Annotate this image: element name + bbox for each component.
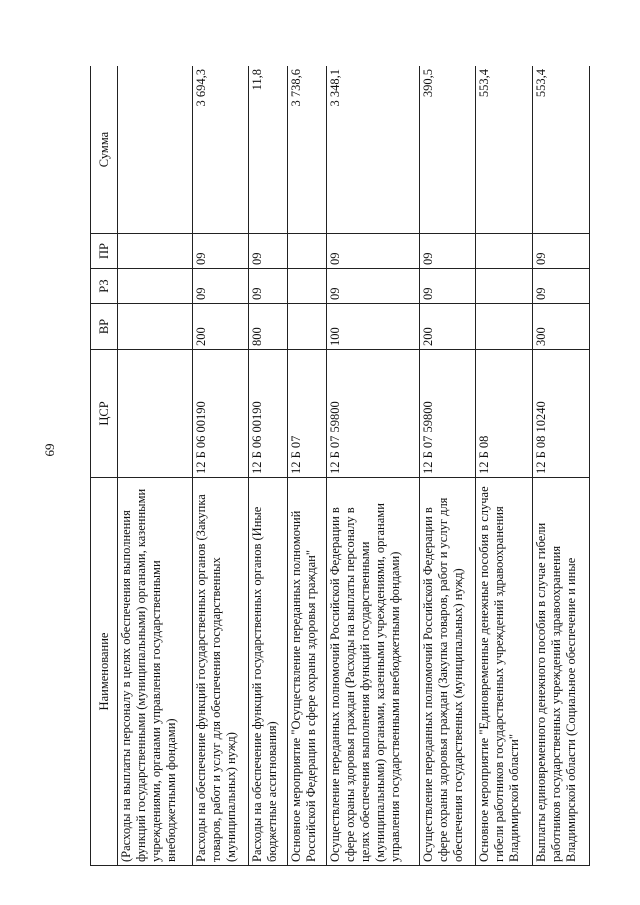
header-csr: ЦСР: [91, 350, 118, 478]
cell-csr: 12 Б 07: [288, 350, 327, 478]
cell-sum: [118, 66, 193, 234]
cell-pr: 09: [192, 234, 249, 269]
budget-table: [90, 66, 590, 866]
table-row: [476, 66, 533, 866]
cell-vr: [288, 304, 327, 350]
cell-name: (Расходы на выплаты персоналу в целях обеспечения выполнения функций государственными (муниципальными) органами, казенными учреждениями, органами управления государственными внебюджетными фондами): [118, 478, 193, 866]
table-header-row: [91, 66, 118, 866]
cell-sum: 3 694,3: [192, 66, 249, 234]
header-rz: РЗ: [91, 269, 118, 304]
cell-rz: [288, 269, 327, 304]
cell-sum: 11,8: [249, 66, 288, 234]
table-row: [288, 66, 327, 866]
cell-sum: 3 738,6: [288, 66, 327, 234]
cell-vr: 200: [419, 304, 476, 350]
cell-rz: [476, 269, 533, 304]
cell-sum: 390,5: [419, 66, 476, 234]
cell-name: Основное мероприятие "Осуществление переданных полномочий Российской Федерации в сфере охраны здоровья граждан": [288, 478, 327, 866]
cell-csr: [118, 350, 193, 478]
cell-csr: 12 Б 07 59800: [419, 350, 476, 478]
cell-vr: 800: [249, 304, 288, 350]
cell-pr: [288, 234, 327, 269]
cell-name: Основное мероприятие "Единовременные денежные пособия в случае гибели работников государственных учреждений здравоохранения Владимирской области": [476, 478, 533, 866]
cell-csr: 12 Б 06 00190: [249, 350, 288, 478]
cell-csr: 12 Б 08: [476, 350, 533, 478]
table-row: [118, 66, 193, 866]
cell-csr: 12 Б 07 59800: [327, 350, 419, 478]
table-viewport: [90, 66, 590, 866]
table-row: [327, 66, 419, 866]
cell-vr: [118, 304, 193, 350]
cell-pr: 09: [249, 234, 288, 269]
page-number: 69: [42, 443, 57, 457]
cell-pr: [476, 234, 533, 269]
cell-pr: 09: [419, 234, 476, 269]
cell-csr: 12 Б 06 00190: [192, 350, 249, 478]
cell-vr: 100: [327, 304, 419, 350]
cell-pr: [118, 234, 193, 269]
cell-sum: 3 348,1: [327, 66, 419, 234]
header-vr: ВР: [91, 304, 118, 350]
cell-pr: 09: [533, 234, 590, 269]
table-row: [419, 66, 476, 866]
table-row: [249, 66, 288, 866]
table-row: [192, 66, 249, 866]
cell-name: Расходы на обеспечение функций государственных органов (Иные бюджетные ассигнования): [249, 478, 288, 866]
cell-name: Расходы на обеспечение функций государственных органов (Закупка товаров, работ и услуг для обеспечения государственных (муниципальных) нужд): [192, 478, 249, 866]
cell-rz: [118, 269, 193, 304]
budget-table-rotated: [90, 66, 590, 866]
header-sum: Сумма: [91, 66, 118, 234]
header-pr: ПР: [91, 234, 118, 269]
header-name: Наименование: [91, 478, 118, 866]
cell-sum: 553,4: [476, 66, 533, 234]
cell-rz: 09: [419, 269, 476, 304]
cell-sum: 553,4: [533, 66, 590, 234]
cell-vr: 300: [533, 304, 590, 350]
cell-name: Осуществление переданных полномочий Российской Федерации в сфере охраны здоровья граждан (Закупка товаров, работ и услуг для обеспечения государственных (муниципальных) нужд): [419, 478, 476, 866]
cell-rz: 09: [533, 269, 590, 304]
cell-name: Выплаты единовременного денежного пособия в случае гибели работников государственных учреждений здравоохранения Владимирской области (Социальное обеспечение и иные: [533, 478, 590, 866]
cell-csr: 12 Б 08 10240: [533, 350, 590, 478]
cell-rz: 09: [327, 269, 419, 304]
cell-rz: 09: [249, 269, 288, 304]
cell-pr: 09: [327, 234, 419, 269]
cell-vr: 200: [192, 304, 249, 350]
cell-vr: [476, 304, 533, 350]
cell-name: Осуществление переданных полномочий Российской Федерации в сфере охраны здоровья граждан (Расходы на выплаты персоналу в целях обеспечения выполнения функций государственными (муниципальными) органами, казенными учреждениями, органами управления государственными внебюджетными фондами): [327, 478, 419, 866]
cell-rz: 09: [192, 269, 249, 304]
table-row: [533, 66, 590, 866]
